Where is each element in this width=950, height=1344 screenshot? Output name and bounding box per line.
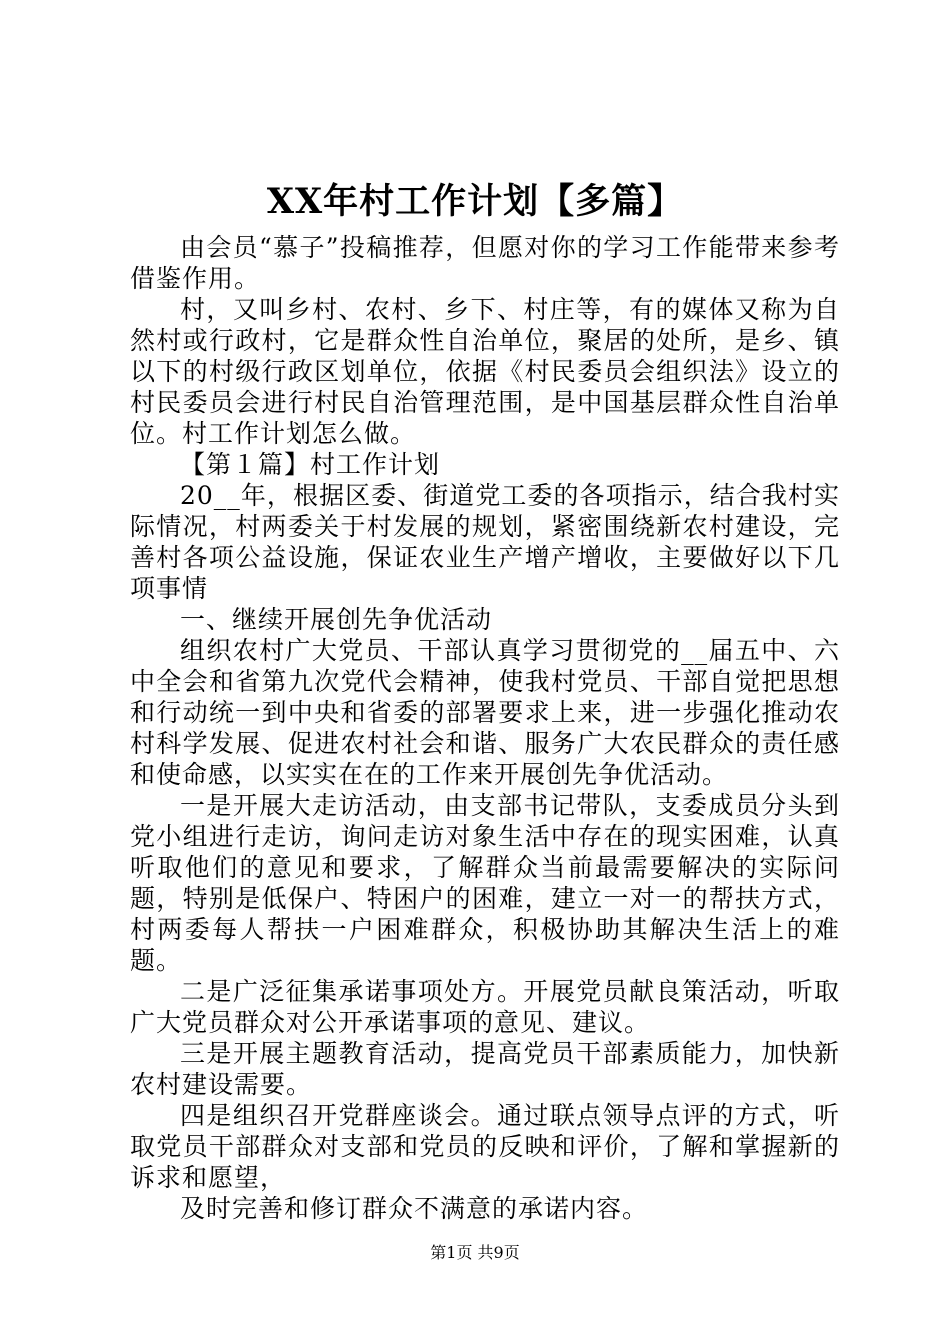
subsection-heading: 一、继续开展创先争优活动 <box>180 605 493 634</box>
body-paragraph: 20__年，根据区委、街道党工委的各项指示，结合我村实际情况，村两委关于村发展的规划，紧密围绕新农村建设，完善村各项公益设施，保证农业生产增产增收，主要做好以下几项事情 <box>130 481 840 603</box>
page-number-footer: 第1页 共9页 <box>430 1243 520 1262</box>
definition-paragraph: 村，又叫乡村、农村、乡下、村庄等，有的媒体又称为自然村或行政村，它是群众性自治单位，聚居的处所，是乡、镇以下的村级行政区划单位，依据《村民委员会组织法》设立的村民委员会进行村民自治管理范围，是中国基层群众性自治单位。村工作计划怎么做。 <box>130 295 840 448</box>
body-paragraph: 二是广泛征集承诺事项处方。开展党员献良策活动，听取广大党员群众对公开承诺事项的意见、建议。 <box>130 977 840 1037</box>
intro-paragraph: 由会员“慕子”投稿推荐，但愿对你的学习工作能带来参考借鉴作用。 <box>130 233 840 293</box>
section-heading: 【第１篇】村工作计划 <box>180 450 441 479</box>
body-paragraph: 组织农村广大党员、干部认真学习贯彻党的__届五中、六中全会和省第九次党代会精神，使我村党员、干部自觉把思想和行动统一到中央和省委的部署要求上来，进一步强化推动农村科学发展、促进农村社会和谐、服务广大农民群众的责任感和使命感，以实实在在的工作来开展创先争优活动。 <box>130 636 840 789</box>
document-title: XX年村工作计划【多篇】 <box>266 181 684 222</box>
body-paragraph: 四是组织召开党群座谈会。通过联点领导点评的方式，听取党员干部群众对支部和党员的反映和评价，了解和掌握新的诉求和愿望， <box>130 1101 840 1192</box>
body-paragraph: 一是开展大走访活动，由支部书记带队，支委成员分头到党小组进行走访，询问走访对象生活中存在的现实困难，认真听取他们的意见和要求，了解群众当前最需要解决的实际问题，特别是低保户、特困户的困难，建立一对一的帮扶方式，村两委每人帮扶一户困难群众，积极协助其解决生活上的难题。 <box>130 791 840 975</box>
body-paragraph: 及时完善和修订群众不满意的承诺内容。 <box>180 1194 649 1223</box>
document-body <box>130 232 840 1224</box>
body-paragraph: 三是开展主题教育活动，提高党员干部素质能力，加快新农村建设需要。 <box>130 1039 840 1099</box>
